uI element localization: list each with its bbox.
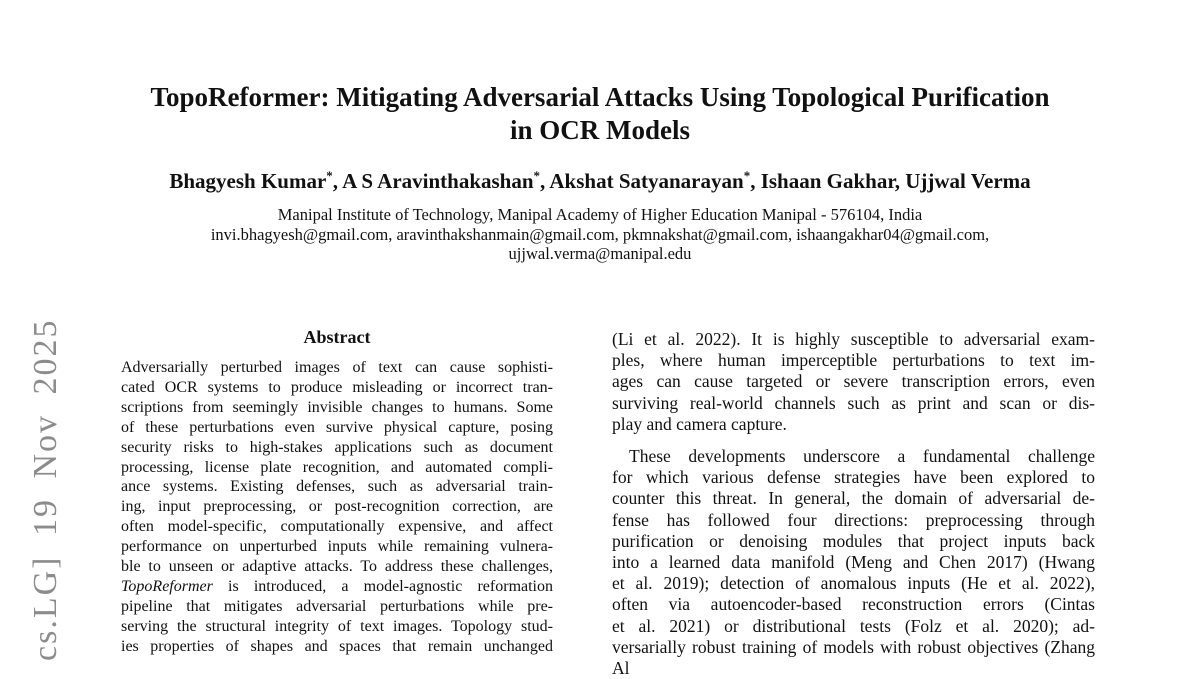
text-line: surviving real-world channels such as print and scan or dis-	[612, 392, 1095, 413]
intro-paragraph-1	[612, 329, 1095, 435]
intro-column	[612, 329, 1095, 679]
author-name: A S Aravinthakashan	[342, 169, 534, 193]
text-line: often model-specific, computationally expensive, and affect	[121, 518, 553, 536]
text-line: ing, input preprocessing, or post-recognition correction, are	[121, 498, 553, 516]
text-line: ies properties of shapes and spaces that remain unchanged	[121, 637, 553, 655]
text-line: versarially robust training of models with robust objectives (Zhang Al	[612, 636, 1095, 679]
author-footnote-mark: *	[743, 168, 751, 183]
title-line-2: in OCR Models	[509, 114, 690, 145]
text-line: into a learned data manifold (Meng and Chen 2017) (Hwang	[612, 552, 1095, 573]
text-line: serving the structural integrity of text images. Topology stud-	[121, 617, 553, 635]
text-line: counter this threat. In general, the domain of adversarial de-	[612, 488, 1095, 509]
text-line: ples, where human imperceptible perturbations to text im-	[612, 350, 1095, 371]
text-line: Adversarially perturbed images of text can cause sophisti-	[121, 359, 553, 376]
intro-paragraph-2	[612, 446, 1095, 679]
text-line: fense has followed four directions: preprocessing through	[612, 509, 1095, 530]
author-name: Bhagyesh Kumar	[169, 169, 327, 193]
abstract-heading: Abstract	[303, 327, 371, 347]
arxiv-stamp: cs.LG] 19 Nov 2025	[27, 318, 64, 661]
text-line: TopoReformer is introduced, a model-agnostic reformation	[121, 577, 553, 595]
text-line: pipeline that mitigates adversarial perturbations while pre-	[121, 597, 553, 615]
text-line: purification or denoising modules that project inputs back	[612, 530, 1095, 551]
text-line: performance on unperturbed inputs while remaining vulnera-	[121, 538, 553, 556]
text-line: These developments underscore a fundamental challenge	[629, 446, 1095, 467]
title-line-1: TopoReformer: Mitigating Adversarial Attacks Using Topological Purification	[150, 82, 1050, 112]
text-line: (Li et al. 2022). It is highly susceptible to adversarial exam-	[612, 329, 1095, 349]
author-list: Bhagyesh Kumar*, A S Aravinthakashan*, Akshat Satyanarayan*, Ishaan Gakhar, Ujjwal Verma	[169, 168, 1031, 193]
text-line: et al. 2021) or distributional tests (Folz et al. 2020); ad-	[612, 615, 1095, 636]
author-footnote-mark: *	[533, 168, 541, 183]
text-line: ages can cause targeted or severe transcription errors, even	[612, 371, 1095, 392]
text-line: scriptions from seemingly invisible changes to humans. Some	[121, 398, 553, 416]
text-line: security risks to high-stakes applications such as document	[121, 438, 553, 456]
abstract-body	[121, 358, 553, 657]
author-footnote-mark: *	[326, 168, 333, 183]
author-name: Akshat Satyanarayan	[549, 169, 744, 193]
affiliation: Manipal Institute of Technology, Manipal Academy of Higher Education Manipal - 576104, India	[277, 205, 923, 224]
email-line-2: ujjwal.verma@manipal.edu	[508, 244, 692, 264]
text-line: processing, license plate recognition, and automated compli-	[121, 458, 553, 476]
email-line-1: invi.bhagyesh@gmail.com, aravinthakshanmain@gmail.com, pkmnakshat@gmail.com, ishaangakhar04@gmail.com,	[210, 224, 990, 244]
author-name: Ujjwal Verma	[905, 169, 1031, 193]
author-name: Ishaan Gakhar	[760, 169, 895, 193]
author-info-block	[0, 205, 1200, 264]
text-line: for which various defense strategies have been explored to	[612, 467, 1095, 488]
text-line: et al. 2019); detection of anomalous inputs (He et al. 2022),	[612, 573, 1095, 594]
text-line: cated OCR systems to produce misleading or incorrect tran-	[121, 378, 553, 396]
text-line: often via autoencoder-based reconstruction errors (Cintas	[612, 594, 1095, 615]
text-line: play and camera capture.	[612, 413, 787, 434]
text-line: ance systems. Existing defenses, such as adversarial train-	[121, 478, 553, 496]
text-line: ble to unseen or adaptive attacks. To address these challenges,	[121, 558, 553, 576]
text-line: of these perturbations even survive physical capture, posing	[121, 418, 553, 436]
paper-title	[0, 81, 1200, 146]
